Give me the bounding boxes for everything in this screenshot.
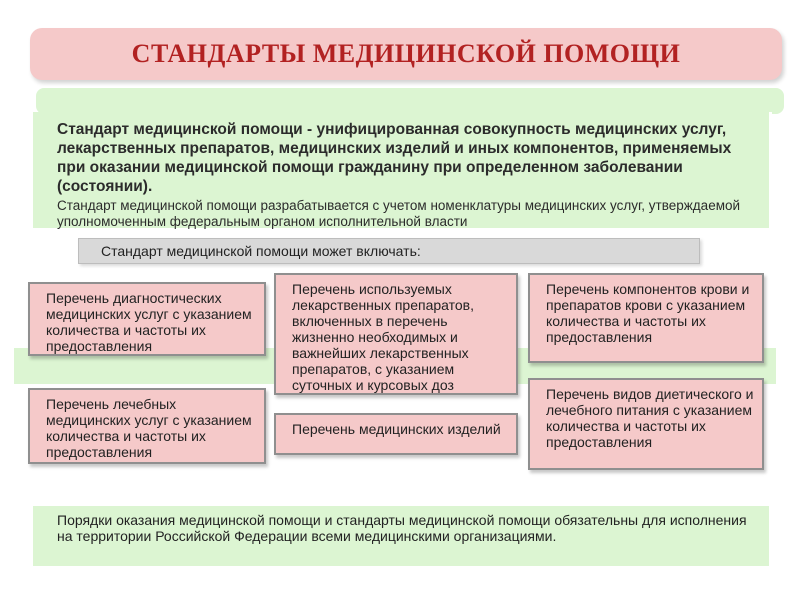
item-drugs: Перечень используемых лекарственных препаратов, включенных в перечень жизненно необходимых и важнейших лекарственных препаратов, с указанием суточных и курсовых доз bbox=[274, 273, 518, 395]
item-diagnostic-services: Перечень диагностических медицинских услуг с указанием количества и частоты их предоставления bbox=[28, 282, 266, 356]
definition-main-text: Стандарт медицинской помощи - унифицированная совокупность медицинских услуг, лекарственных препаратов, медицинских изделий и иных компонентов, применяемых при оказании медицинской помощи гражданину при определенном заболевании (состоянии). bbox=[57, 121, 732, 195]
page-title: СТАНДАРТЫ МЕДИЦИНСКОЙ ПОМОЩИ bbox=[131, 39, 681, 68]
definition-panel bbox=[30, 112, 772, 228]
footer-note: Порядки оказания медицинской помощи и стандарты медицинской помощи обязательны для исполнения на территории Российской Федерации всеми медицинскими организациями. bbox=[30, 506, 772, 566]
item-treatment-services: Перечень лечебных медицинских услуг с указанием количества и частоты их предоставления bbox=[28, 388, 266, 464]
include-header: Стандарт медицинской помощи может включать: bbox=[78, 238, 700, 264]
decorative-green-strip bbox=[36, 88, 784, 114]
title-banner bbox=[30, 28, 782, 80]
definition-sub-text: Стандарт медицинской помощи разрабатывается с учетом номенклатуры медицинских услуг, утверждаемой уполномоченным федеральным органом исполнительной власти bbox=[57, 198, 741, 229]
item-diet-nutrition: Перечень видов диетического и лечебного питания с указанием количества и частоты их предоставления bbox=[528, 378, 764, 470]
item-medical-devices: Перечень медицинских изделий bbox=[274, 413, 518, 455]
item-blood-components: Перечень компонентов крови и препаратов крови с указанием количества и частоты их предоставления bbox=[528, 273, 764, 363]
